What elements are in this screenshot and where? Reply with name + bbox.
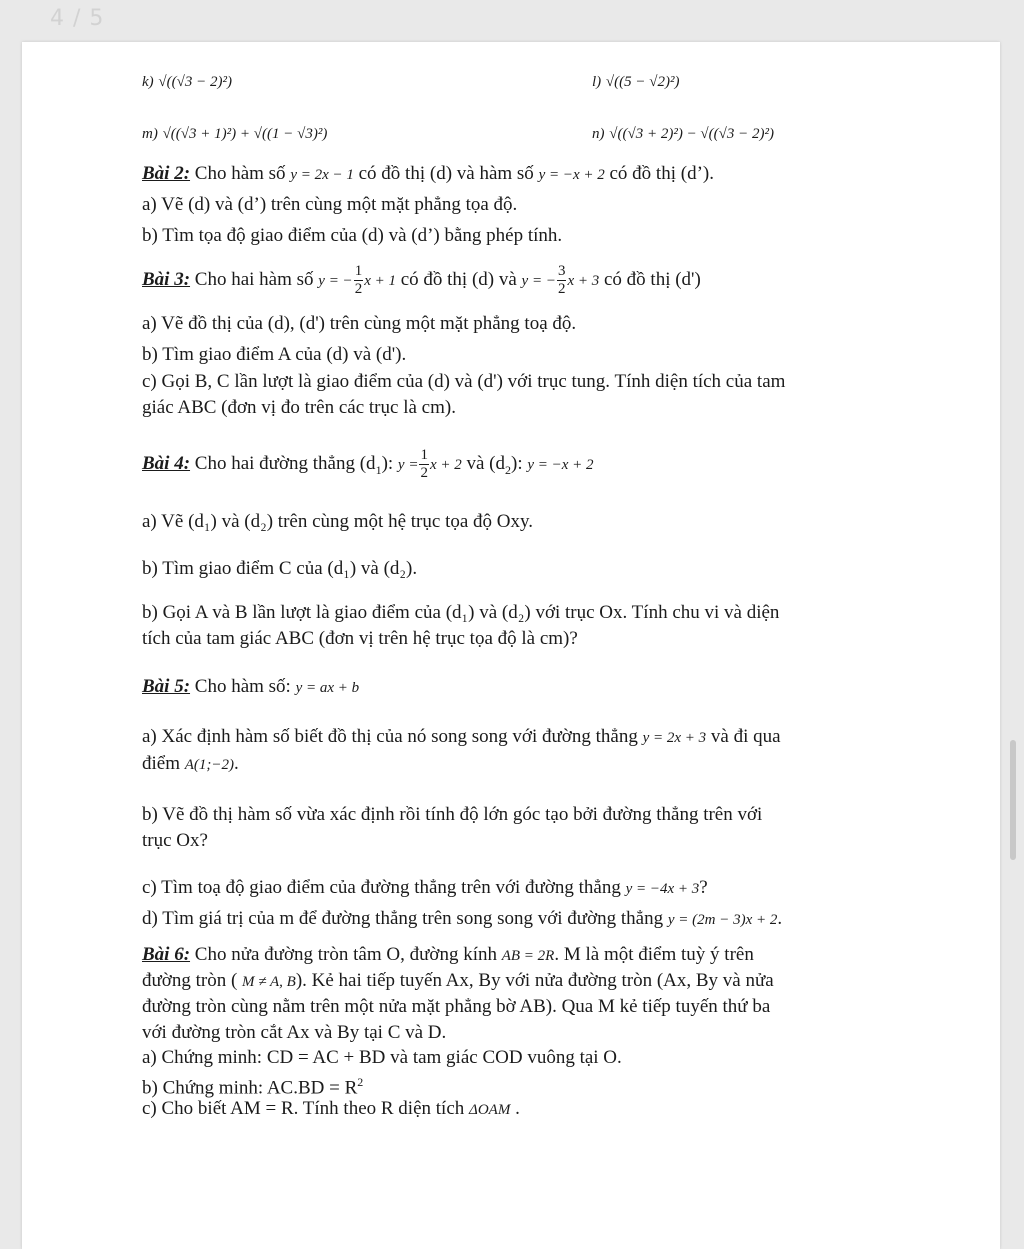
expr-k: √((√3 − 2)²) <box>158 74 232 90</box>
bai4-text-2-end: ): <box>511 453 523 474</box>
bai5-a2-end: . <box>234 753 239 774</box>
bai5-a-formula: y = 2x + 3 <box>642 730 707 746</box>
bai6-c-formula: ΔOAM <box>469 1102 511 1118</box>
bai3-fraction-1 <box>354 263 364 298</box>
bai5-c-text: c) Tìm toạ độ giao điểm của đường thẳng trên với đường thẳng <box>142 877 621 898</box>
bai5-a-line-1 <box>142 724 781 751</box>
bai3-title: Bài 3: <box>142 269 191 290</box>
bai6-c <box>142 1096 520 1123</box>
bai4-text-1-end: ): <box>381 453 394 474</box>
bai5-c-end: ? <box>699 877 708 898</box>
bai3-statement <box>142 262 701 299</box>
bai3-a: a) Vẽ đồ thị của (d), (d') trên cùng một mặt phẳng toạ độ. <box>142 313 577 334</box>
exercise-row-l <box>592 68 680 95</box>
expr-l: √((5 − √2)²) <box>605 74 680 90</box>
bai3-fraction-2 <box>557 263 567 298</box>
bai3-c-line-1: c) Gọi B, C lần lượt là giao điểm của (d) và (d') với trục tung. Tính diện tích của tam <box>142 371 786 392</box>
bai2-formula-1: y = 2x − 1 <box>290 167 354 183</box>
bai6-title: Bài 6: <box>142 944 191 965</box>
label-k: k) <box>142 74 154 90</box>
bai6-l2-a: đường tròn ( <box>142 970 238 991</box>
bai2-b: b) Tìm tọa độ giao điểm của (d) và (d’) bằng phép tính. <box>142 225 563 246</box>
bai5-d-formula: y = (2m − 3)x + 2 <box>667 912 778 928</box>
bai6-l2-b: ). Kẻ hai tiếp tuyến Ax, By với nửa đường tròn (Ax, By và nửa <box>295 970 774 991</box>
document-page <box>22 42 1000 1249</box>
bai3-formula-1-pre: y = − <box>318 273 353 289</box>
bai4-c-line-2: tích của tam giác ABC (đơn vị trên hệ trục tọa độ là cm)? <box>142 628 578 649</box>
bai5-formula-1: y = ax + b <box>295 680 360 696</box>
bai3-text-2: có đồ thị (d) và <box>400 269 517 290</box>
bai4-a: a) Vẽ (d₁) và (d₂) trên cùng một hệ trục tọa độ Oxy. <box>142 511 534 532</box>
bai4-text-1-sub: 1 <box>375 462 382 477</box>
expr-n: √((√3 + 2)²) − √((√3 − 2)²) <box>609 126 775 142</box>
exercise-row-m <box>142 120 327 147</box>
bai2-formula-2: y = −x + 2 <box>538 167 605 183</box>
bai4-b: b) Tìm giao điểm C của (d₁) và (d₂). <box>142 558 418 579</box>
bai2-statement <box>142 161 714 188</box>
bai6-line-4: với đường tròn cắt Ax và By tại C và D. <box>142 1022 447 1043</box>
bai6-line-2 <box>142 968 774 995</box>
exercise-row-k-l <box>142 68 232 95</box>
bai4-text-2-sub: 2 <box>505 462 511 477</box>
exercise-row-n <box>592 120 774 147</box>
bai2-title: Bài 2: <box>142 163 191 184</box>
scrollbar-thumb[interactable] <box>1010 740 1016 860</box>
bai3-text-3: có đồ thị (d') <box>603 269 701 290</box>
bai4-fraction-1-num: 1 <box>420 447 428 464</box>
bai5-b-line-1: b) Vẽ đồ thị hàm số vừa xác định rồi tính độ lớn góc tạo bởi đường thẳng trên với <box>142 804 763 825</box>
label-n: n) <box>592 126 605 142</box>
bai5-d-end: . <box>777 908 783 929</box>
bai5-a-text-end: và đi qua <box>710 726 781 747</box>
bai5-a-text: a) Xác định hàm số biết đồ thị của nó song song với đường thẳng <box>142 726 638 747</box>
expr-m: √((√3 + 1)²) + √((1 − √3)²) <box>162 126 328 142</box>
bai5-a-line-2 <box>142 751 239 778</box>
bai5-d-text: d) Tìm giá trị của m để đường thẳng trên song song với đường thẳng <box>142 908 664 929</box>
bai3-formula-2-pre: y = − <box>521 273 556 289</box>
bai5-title: Bài 5: <box>142 676 191 697</box>
bai2-text-3: có đồ thị (d’). <box>609 163 714 184</box>
bai3-text-1: Cho hai hàm số <box>194 269 314 290</box>
bai3-c-line-2: giác ABC (đơn vị đo trên các trục là cm). <box>142 397 456 418</box>
bai3-formula-1-post: x + 1 <box>364 273 396 289</box>
bai2-a: a) Vẽ (d) và (d’) trên cùng một mặt phẳng tọa độ. <box>142 194 518 215</box>
label-m: m) <box>142 126 158 142</box>
bai4-formula-1-post: x + 2 <box>429 457 462 473</box>
bai6-l1-text: Cho nửa đường tròn tâm O, đường kính <box>194 944 497 965</box>
bai4-c-line-1: b) Gọi A và B lần lượt là giao điểm của (d₁) và (d₂) với trục Ox. Tính chu vi và diện <box>142 602 780 623</box>
bai4-text-2: và (d <box>466 453 505 474</box>
bai6-b-text: b) Chứng minh: AC.BD = R <box>142 1077 358 1099</box>
bai4-text-1: Cho hai đường thẳng (d <box>194 453 376 474</box>
bai3-fraction-2-num: 3 <box>557 263 566 280</box>
bai2-text-2: có đồ thị (d) và hàm số <box>358 163 534 184</box>
bai6-line-1 <box>142 942 754 969</box>
bai6-b-sup: 2 <box>357 1075 364 1089</box>
bai5-b-line-2: trục Ox? <box>142 830 208 851</box>
bai4-formula-2: y = −x + 2 <box>527 457 594 473</box>
page-counter: 4 / 5 <box>50 6 105 31</box>
bai6-a: a) Chứng minh: CD = AC + BD và tam giác COD vuông tại O. <box>142 1047 622 1068</box>
bai4-fraction-1-den: 2 <box>420 465 428 482</box>
bai6-l2-formula: M ≠ A, B <box>242 974 296 990</box>
bai6-c-text: c) Cho biết AM = R. Tính theo R diện tích <box>142 1098 465 1119</box>
bai3-fraction-2-den: 2 <box>557 281 566 298</box>
bai5-a2-text: điểm <box>142 753 180 774</box>
bai4-title: Bài 4: <box>142 453 191 474</box>
bai6-line-3: đường tròn cùng nằm trên một nửa mặt phẳng bờ AB). Qua M kẻ tiếp tuyến thứ ba <box>142 996 771 1017</box>
bai4-statement <box>142 446 594 488</box>
bai3-fraction-1-num: 1 <box>354 263 363 280</box>
bai3-formula-2-post: x + 3 <box>567 273 600 289</box>
bai5-c <box>142 875 708 902</box>
bai6-l1-end: . M là một điểm tuỳ ý trên <box>554 944 754 965</box>
bai3-fraction-1-den: 2 <box>354 281 363 298</box>
bai6-l1-formula: AB = 2R <box>501 948 555 964</box>
bai5-statement <box>142 674 359 701</box>
bai5-d <box>142 906 782 933</box>
bai4-formula-1-pre: y = <box>397 457 419 473</box>
bai5-a2-formula: A(1;−2) <box>184 757 235 773</box>
bai4-fraction-1 <box>419 447 429 482</box>
bai2-text-1: Cho hàm số <box>194 163 286 184</box>
bai6-c-end: . <box>515 1098 520 1119</box>
bai3-b: b) Tìm giao điểm A của (d) và (d'). <box>142 344 407 365</box>
bai5-c-formula: y = −4x + 3 <box>625 881 700 897</box>
bai5-text-1: Cho hàm số: <box>194 676 291 697</box>
label-l: l) <box>592 74 602 90</box>
